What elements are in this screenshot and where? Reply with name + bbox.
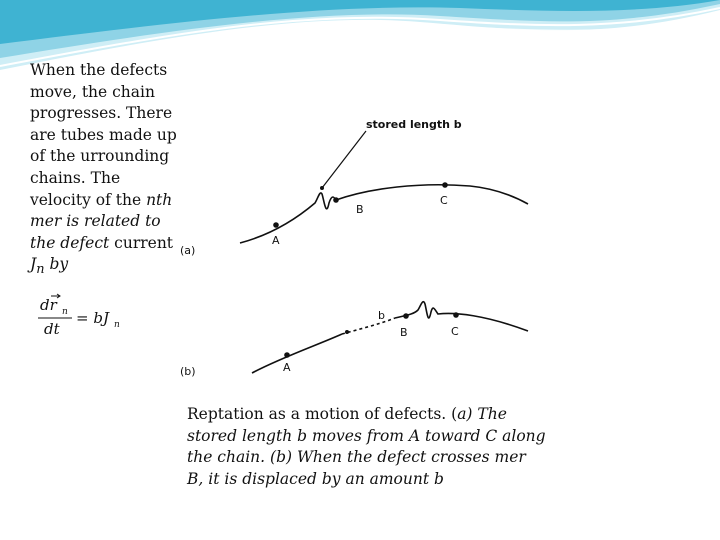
formula-rhs-sub: n (114, 320, 120, 330)
caption-text-3: b (276, 448, 286, 467)
point-b-label-b: B (400, 326, 408, 339)
chain-curve-b (252, 334, 342, 373)
caption-text-4: ) When the defect crosses mer B, it is displaced by an amount b (187, 448, 526, 488)
intro-paragraph (30, 60, 180, 281)
panel-b (180, 302, 528, 378)
point-b-dot (333, 197, 339, 203)
panel-b-label: (b) (180, 365, 196, 378)
intro-text-4: J (30, 255, 37, 274)
point-a-dot (273, 222, 279, 228)
formula-denominator: dt (44, 320, 60, 338)
caption-text-1: Reptation as a motion of defects. ( (187, 405, 458, 423)
stored-length-pointer (322, 131, 366, 188)
displacement-start-dot (345, 330, 349, 334)
intro-text-5: n (36, 262, 45, 278)
chain-curve-a (240, 185, 528, 243)
point-b-label: B (356, 203, 364, 216)
point-c-label-b: C (451, 325, 459, 338)
intro-text-2: nth mer is related to the defect (30, 190, 173, 252)
point-a-dot-b (284, 352, 290, 358)
point-c-dot-b (453, 312, 459, 318)
intro-text-1: When the defects move, the chain progresses. There are tubes made up of the urrounding chains. The velocity of the (30, 61, 177, 209)
intro-text-6: by (44, 255, 69, 274)
chain-curve-b-right (395, 302, 528, 331)
displacement-b-label: b (378, 309, 385, 322)
point-a-label: A (272, 234, 280, 247)
point-b-dot-b (403, 313, 409, 319)
chain-dashed-b (342, 318, 395, 334)
velocity-formula (34, 292, 144, 342)
stored-length-label: stored length b (366, 118, 462, 131)
point-a-label-b: A (283, 361, 291, 374)
figure-caption (187, 404, 547, 490)
panel-a-label: (a) (180, 244, 196, 257)
formula-numerator-sub: n (62, 307, 68, 317)
point-c-dot (442, 182, 448, 188)
point-c-label: C (440, 194, 448, 207)
formula-numerator: dr (40, 296, 57, 314)
panel-a (180, 118, 528, 257)
pointer-tip-dot (320, 186, 324, 190)
formula-rhs: = bJ (76, 309, 109, 327)
reptation-figure (170, 100, 540, 390)
intro-text-3: current (109, 233, 174, 252)
caption-text-2: a) The stored length b moves from A toward C along the chain. ( (187, 405, 546, 467)
